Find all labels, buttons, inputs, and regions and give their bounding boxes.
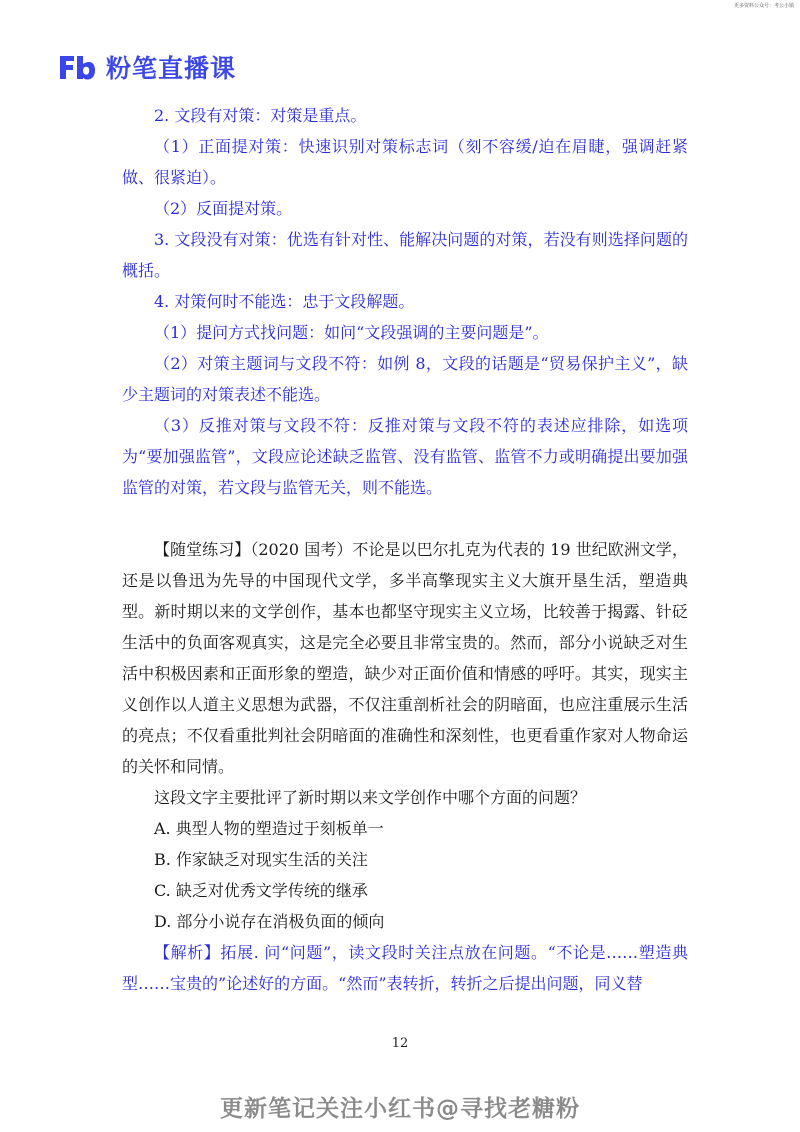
spacer [122, 503, 688, 534]
note-line: 2. 文段有对策：对策是重点。 [154, 106, 367, 125]
note-line: （3）反推对策与文段不符：反推对策与文段不符的表述应排除，如选项为“要加强监管”，文段应论述缺乏监管、没有监管、监管不力或明确提出要加强监管的对策，若文段与监管无关，则不能选。 [122, 416, 688, 497]
note-line: （1）提问方式找问题：如问“文段强调的主要问题是”。 [154, 323, 549, 342]
note-line: （2）反面提对策。 [154, 199, 293, 218]
brand-name: 粉笔直播课 [106, 54, 237, 83]
note-line: 4. 对策何时不能选：忠于文段解题。 [154, 292, 415, 311]
practice-text: （2020 国考）不论是以巴尔扎克为代表的 19 世纪欧洲文学，还是以鲁迅为先导的中国现代文学，多半高擎现实主义大旗开垦生活，塑造典型。新时期以来的文学创作，基本也都坚守现实主义立场，比较善于揭露、针砭生活中的负面客观真实，这是完全必要且非常宝贵的。然而，部分小说缺乏对生活中积极因素和正面形象的塑造，缺少对正面价值和情感的呼吁。其实，现实主义创作以人道主义思想为武器，不仅注重剖析社会的阴暗面，也应注重展示生活的亮点；不仅看重批判社会阴暗面的准确性和深刻性，也更看重作家对人物命运的关怀和同情。 [122, 540, 688, 776]
note-line: （1）正面提对策：快速识别对策标志词（刻不容缓/迫在眉睫，强调赶紧做、很紧迫）。 [122, 137, 688, 187]
analysis-paragraph [122, 937, 688, 999]
note-line: 3. 文段没有对策：优选有针对性、能解决问题的对策，若没有则选择问题的概括。 [122, 230, 688, 280]
analysis-tag: 【解析】 [154, 943, 221, 962]
page-number: 12 [391, 1036, 409, 1051]
note-line: （2）对策主题词与文段不符：如例 8，文段的话题是“贸易保护主义”，缺少主题词的对策表述不能选。 [122, 354, 688, 404]
fb-logo-icon [58, 52, 96, 82]
option-a: A. 典型人物的塑造过于刻板单一 [154, 819, 384, 838]
brand-logo [58, 52, 236, 82]
option-b: B. 作家缺乏对现实生活的关注 [154, 850, 368, 869]
practice-question: 这段文字主要批评了新时期以来文学创作中哪个方面的问题？ [154, 788, 587, 807]
option-c: C. 缺乏对优秀文学传统的继承 [154, 881, 368, 900]
page-content [122, 100, 688, 999]
practice-tag: 【随堂练习】 [154, 540, 251, 559]
analysis-text: 拓展. 问“问题”，读文段时关注点放在问题。“不论是……塑造典型……宝贵的”论述好的方面。“然而”表转折，转折之后提出问题，同义替 [122, 943, 688, 993]
footer-banner: 更新笔记关注小红书@寻找老糖粉 [220, 1096, 580, 1122]
option-d: D. 部分小说存在消极负面的倾向 [154, 912, 385, 931]
corner-note: 更多资料公众号：考公小镇 [733, 3, 794, 9]
practice-passage [122, 534, 688, 782]
